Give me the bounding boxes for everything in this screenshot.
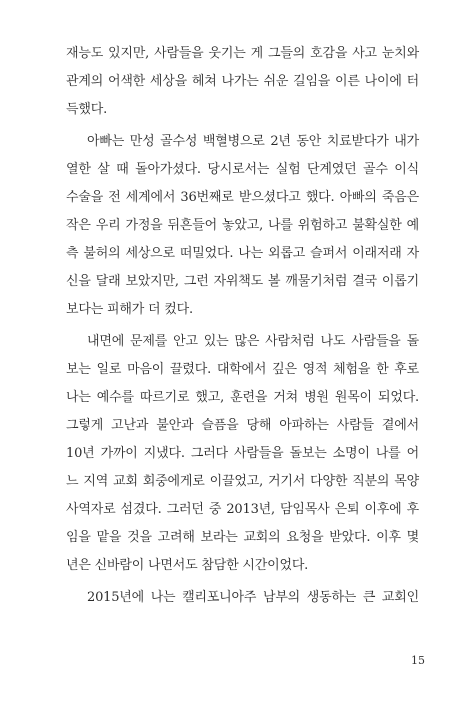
text-line: 측 불허의 세상으로 떠밀었다. 나는 외롭고 슬퍼서 이래저래 자 — [66, 246, 419, 261]
text-line: 그렇게 고난과 불안과 슬픔을 당해 아파하는 사람들 곁에서 — [66, 418, 419, 433]
text-line: 관계의 어색한 세상을 헤쳐 나가는 쉬운 길임을 이른 나이에 터 — [66, 74, 419, 89]
text-line: 재능도 있지만, 사람들을 웃기는 게 그들의 호감을 사고 눈치와 — [66, 46, 419, 61]
text-line: 보는 일로 마음이 끌렸다. 대학에서 깊은 영적 체험을 한 후로 — [66, 362, 419, 377]
page-number: 15 — [411, 654, 425, 667]
text-line: 열한 살 때 돌아가셨다. 당시로서는 실험 단계였던 골수 이식 — [66, 162, 419, 177]
text-line: 임을 맡을 것을 고려해 보라는 교회의 요청을 받았다. 이후 몇 — [66, 530, 419, 545]
text-line: 2015년에 나는 캘리포니아주 남부의 생동하는 큰 교회인 — [87, 590, 419, 605]
text-line: 신을 달래 보았지만, 그런 자위책도 볼 깨물기처럼 결국 이롭기 — [66, 274, 419, 289]
text-line: 나는 예수를 따르기로 했고, 훈련을 거쳐 병원 원목이 되었다. — [66, 390, 419, 405]
text-line: 수술을 전 세계에서 36번째로 받으셨다고 했다. 아빠의 죽음은 — [66, 190, 419, 205]
text-line: 득했다. — [66, 102, 108, 117]
text-line: 내면에 문제를 안고 있는 많은 사람처럼 나도 사람들을 돌 — [87, 334, 419, 349]
text-line: 년은 신바람이 나면서도 참담한 시간이었다. — [66, 558, 309, 573]
text-line: 사역자로 섬겼다. 그러던 중 2013년, 담임목사 은퇴 이후에 후 — [66, 502, 419, 517]
text-line: 보다는 피해가 더 컸다. — [66, 302, 193, 317]
text-line: 작은 우리 가정을 뒤흔들어 놓았고, 나를 위험하고 불확실한 예 — [66, 218, 419, 233]
text-line: 느 지역 교회 회중에게로 이끌었고, 거기서 다양한 직분의 목양 — [66, 474, 419, 489]
text-line: 아빠는 만성 골수성 백혈병으로 2년 동안 치료받다가 내가 — [87, 134, 419, 149]
text-line: 10년 가까이 지냈다. 그러다 사람들을 돌보는 소명이 나를 어 — [66, 446, 419, 461]
